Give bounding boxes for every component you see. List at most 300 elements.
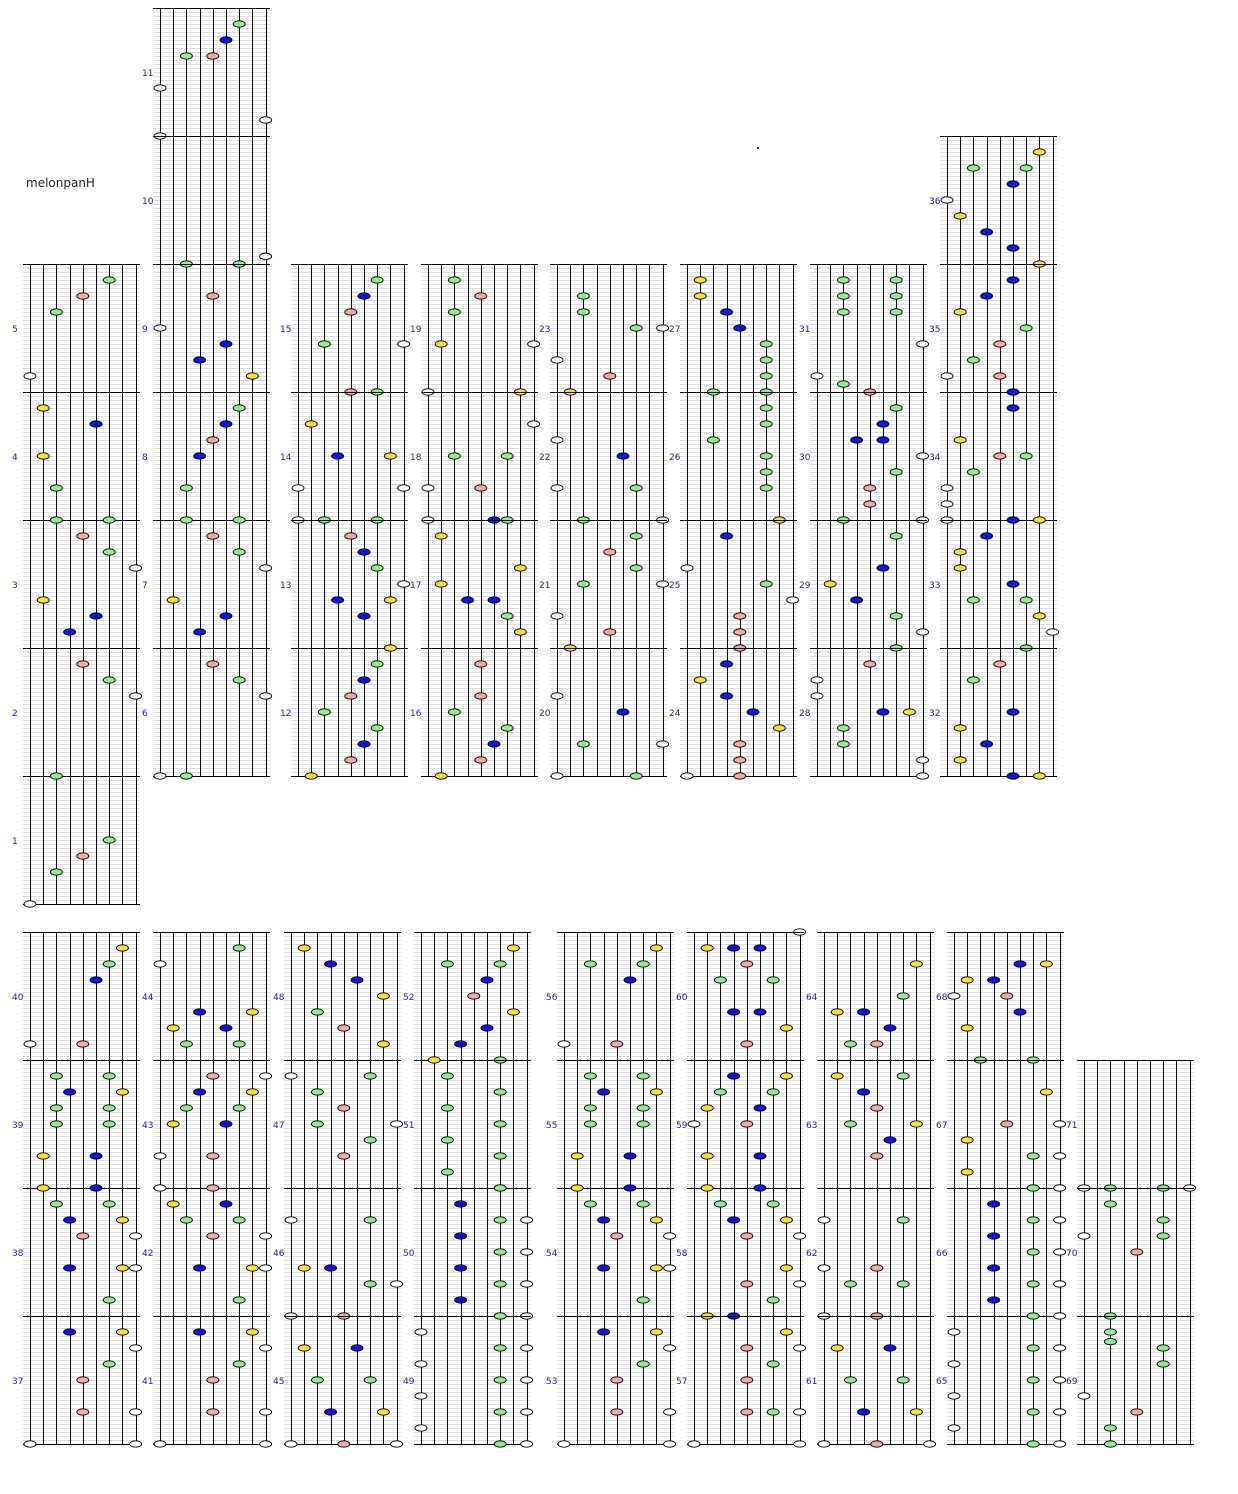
note-green [180, 517, 192, 523]
note-blue [220, 1201, 232, 1207]
note-yellow [831, 1073, 843, 1079]
note-white [664, 1409, 676, 1415]
note-green [103, 1073, 115, 1079]
note-pink [77, 1233, 89, 1239]
note-green [890, 469, 902, 475]
note-yellow [298, 1265, 310, 1271]
note-green [890, 277, 902, 283]
note-blue [728, 1073, 740, 1079]
note-green [318, 341, 330, 347]
note-yellow [384, 645, 396, 651]
note-white [154, 773, 166, 779]
note-green [1157, 1345, 1169, 1351]
note-blue [64, 1265, 76, 1271]
note-white [551, 693, 563, 699]
bar-number: 69 [1066, 1377, 1078, 1387]
note-blue [90, 1153, 102, 1159]
bar-number: 30 [799, 453, 811, 463]
note-green [233, 1361, 245, 1367]
note-white [811, 677, 823, 683]
bar-number: 16 [410, 709, 422, 719]
note-pink [864, 501, 876, 507]
note-green [364, 1137, 376, 1143]
note-green [1020, 325, 1032, 331]
note-green [1020, 165, 1032, 171]
note-pink [345, 693, 357, 699]
note-blue [358, 549, 370, 555]
note-green [233, 1297, 245, 1303]
bar-number: 45 [273, 1377, 285, 1387]
note-pink [864, 485, 876, 491]
note-pink [207, 1409, 219, 1415]
note-yellow [514, 629, 526, 635]
note-yellow [650, 945, 662, 951]
bar-number: 48 [273, 993, 285, 1003]
note-blue [325, 1409, 337, 1415]
note-yellow [780, 1265, 792, 1271]
note-blue [624, 1185, 636, 1191]
note-green [103, 961, 115, 967]
note-pink [207, 661, 219, 667]
note-green [967, 677, 979, 683]
note-green [50, 1121, 62, 1127]
note-white [130, 1441, 142, 1447]
note-white [664, 1233, 676, 1239]
note-yellow [435, 533, 447, 539]
bar-number: 2 [12, 709, 18, 719]
note-blue [981, 293, 993, 299]
note-blue [884, 1345, 896, 1351]
note-yellow [1033, 773, 1045, 779]
note-pink [611, 1377, 623, 1383]
note-white [688, 1441, 700, 1447]
note-pink [207, 53, 219, 59]
note-yellow [298, 1345, 310, 1351]
note-green [714, 1089, 726, 1095]
note-blue [358, 293, 370, 299]
note-blue [462, 597, 474, 603]
note-pink [345, 309, 357, 315]
note-white [415, 1329, 427, 1335]
note-green [371, 565, 383, 571]
note-white [521, 1441, 533, 1447]
note-yellow [571, 1153, 583, 1159]
note-green [1027, 1377, 1039, 1383]
note-blue [64, 629, 76, 635]
note-white [1054, 1377, 1066, 1383]
note-yellow [167, 1121, 179, 1127]
note-white [24, 901, 36, 907]
note-pink [207, 1377, 219, 1383]
note-white [415, 1361, 427, 1367]
note-white [154, 325, 166, 331]
note-green [50, 309, 62, 315]
note-white [948, 1329, 960, 1335]
bar-number: 36 [929, 197, 941, 207]
note-green [577, 741, 589, 747]
note-blue [851, 597, 863, 603]
note-white [285, 1441, 297, 1447]
note-white [1054, 1121, 1066, 1127]
note-green [760, 373, 772, 379]
note-blue [90, 613, 102, 619]
note-green [501, 613, 513, 619]
note-green [967, 597, 979, 603]
note-pink [77, 1041, 89, 1047]
note-blue [325, 1265, 337, 1271]
note-green [844, 1377, 856, 1383]
note-blue [220, 613, 232, 619]
note-green [494, 1217, 506, 1223]
note-pink [741, 1041, 753, 1047]
note-pink [77, 853, 89, 859]
note-white [657, 581, 669, 587]
note-green [844, 1281, 856, 1287]
note-pink [207, 1233, 219, 1239]
note-white [521, 1281, 533, 1287]
bar-number: 9 [142, 325, 148, 335]
note-white [811, 373, 823, 379]
note-blue [194, 1329, 206, 1335]
note-pink [468, 993, 480, 999]
note-white [260, 1073, 272, 1079]
note-white [688, 1121, 700, 1127]
note-yellow [954, 549, 966, 555]
note-yellow [246, 1089, 258, 1095]
note-pink [994, 373, 1006, 379]
note-blue [988, 1297, 1000, 1303]
bar-number: 24 [669, 709, 681, 719]
bar-number: 15 [280, 325, 292, 335]
note-pink [338, 1441, 350, 1447]
note-yellow [1040, 961, 1052, 967]
note-white [948, 993, 960, 999]
note-pink [338, 1025, 350, 1031]
note-blue [220, 421, 232, 427]
note-pink [1131, 1249, 1143, 1255]
note-white [154, 961, 166, 967]
note-green [890, 533, 902, 539]
note-white [818, 1217, 830, 1223]
note-green [1027, 1441, 1039, 1447]
note-pink [475, 293, 487, 299]
note-white [521, 1377, 533, 1383]
bar-number: 31 [799, 325, 811, 335]
bar-number: 62 [806, 1249, 818, 1259]
note-green [1027, 1217, 1039, 1223]
note-green [50, 1105, 62, 1111]
note-green [311, 1121, 323, 1127]
note-yellow [298, 945, 310, 951]
note-white [391, 1281, 403, 1287]
note-pink [207, 1185, 219, 1191]
note-blue [721, 661, 733, 667]
note-pink [871, 1441, 883, 1447]
note-white [1078, 1393, 1090, 1399]
note-yellow [650, 1217, 662, 1223]
note-green [501, 453, 513, 459]
note-blue [1007, 517, 1019, 523]
note-white [154, 1185, 166, 1191]
note-blue [981, 533, 993, 539]
note-green [50, 485, 62, 491]
note-green [233, 517, 245, 523]
bar-number: 44 [142, 993, 154, 1003]
bar-number: 21 [539, 581, 551, 591]
note-white [657, 325, 669, 331]
note-green [494, 1185, 506, 1191]
note-green [584, 1073, 596, 1079]
note-white [1054, 1345, 1066, 1351]
note-green [1157, 1217, 1169, 1223]
note-green [494, 1281, 506, 1287]
note-green [233, 1105, 245, 1111]
note-white [1054, 1185, 1066, 1191]
bar-number: 58 [676, 1249, 688, 1259]
note-blue [194, 453, 206, 459]
note-pink [77, 661, 89, 667]
note-pink [734, 741, 746, 747]
bar-number: 57 [676, 1377, 688, 1387]
note-green [364, 1281, 376, 1287]
note-green [501, 725, 513, 731]
bar-number: 56 [546, 993, 558, 1003]
note-yellow [910, 961, 922, 967]
bar-number: 17 [410, 581, 422, 591]
note-green [371, 277, 383, 283]
note-white [398, 341, 410, 347]
note-yellow [246, 1009, 258, 1015]
note-green [837, 381, 849, 387]
note-blue [988, 1265, 1000, 1271]
note-white [528, 421, 540, 427]
note-blue [90, 1185, 102, 1191]
note-green [371, 725, 383, 731]
note-green [1157, 1361, 1169, 1367]
note-pink [604, 629, 616, 635]
note-green [1027, 1313, 1039, 1319]
note-yellow [910, 1409, 922, 1415]
note-yellow [954, 309, 966, 315]
note-green [233, 405, 245, 411]
note-white [551, 357, 563, 363]
note-yellow [694, 293, 706, 299]
note-white [794, 1441, 806, 1447]
note-white [551, 773, 563, 779]
note-white [558, 1041, 570, 1047]
note-pink [994, 661, 1006, 667]
note-green [707, 437, 719, 443]
note-yellow [831, 1345, 843, 1351]
note-yellow [954, 437, 966, 443]
note-blue [351, 977, 363, 983]
note-yellow [428, 1057, 440, 1063]
note-pink [1001, 1121, 1013, 1127]
note-pink [741, 1233, 753, 1239]
note-green [837, 741, 849, 747]
note-white [391, 1441, 403, 1447]
note-green [448, 453, 460, 459]
note-yellow [694, 277, 706, 283]
note-green [1104, 1201, 1116, 1207]
note-blue [747, 709, 759, 715]
note-white [551, 485, 563, 491]
bar-number: 29 [799, 581, 811, 591]
note-pink [741, 1377, 753, 1383]
note-blue [598, 1217, 610, 1223]
note-green [890, 613, 902, 619]
note-white [794, 1233, 806, 1239]
note-pink [741, 1121, 753, 1127]
note-yellow [167, 597, 179, 603]
note-pink [741, 961, 753, 967]
note-white [521, 1345, 533, 1351]
note-green [897, 1073, 909, 1079]
note-yellow [116, 945, 128, 951]
note-yellow [116, 1265, 128, 1271]
note-white [521, 1409, 533, 1415]
bar-number: 32 [929, 709, 941, 719]
note-blue [754, 1009, 766, 1015]
note-green [584, 1121, 596, 1127]
note-white [24, 1441, 36, 1447]
note-white [154, 1441, 166, 1447]
note-yellow [780, 1025, 792, 1031]
note-yellow [571, 1185, 583, 1191]
bar-number: 47 [273, 1121, 285, 1131]
note-white [391, 1121, 403, 1127]
note-green [630, 325, 642, 331]
note-blue [988, 977, 1000, 983]
note-white [558, 1441, 570, 1447]
note-green [180, 1217, 192, 1223]
bar-number: 13 [280, 581, 292, 591]
note-green [844, 1121, 856, 1127]
bar-number: 1 [12, 837, 18, 847]
note-blue [988, 1201, 1000, 1207]
note-green [103, 517, 115, 523]
note-white [1078, 1233, 1090, 1239]
note-white [130, 1409, 142, 1415]
note-green [897, 1281, 909, 1287]
note-blue [481, 1025, 493, 1031]
note-yellow [507, 945, 519, 951]
note-yellow [305, 421, 317, 427]
note-pink [338, 1153, 350, 1159]
note-yellow [305, 773, 317, 779]
note-white [664, 1441, 676, 1447]
note-green [180, 1105, 192, 1111]
note-green [760, 341, 772, 347]
bar-number: 43 [142, 1121, 154, 1131]
note-pink [77, 1409, 89, 1415]
note-green [50, 869, 62, 875]
note-green [767, 1361, 779, 1367]
note-green [494, 1089, 506, 1095]
note-yellow [780, 1217, 792, 1223]
note-white [551, 437, 563, 443]
note-white [664, 1345, 676, 1351]
note-blue [194, 1265, 206, 1271]
bar-number: 65 [936, 1377, 948, 1387]
note-white [130, 1265, 142, 1271]
note-green [364, 1377, 376, 1383]
note-white [260, 693, 272, 699]
note-white [24, 1041, 36, 1047]
note-green [637, 1073, 649, 1079]
note-blue [1007, 773, 1019, 779]
bar-number: 66 [936, 1249, 948, 1259]
note-green [637, 1297, 649, 1303]
note-green [760, 421, 772, 427]
note-white [415, 1393, 427, 1399]
note-green [103, 1361, 115, 1367]
note-green [767, 1409, 779, 1415]
note-blue [1007, 709, 1019, 715]
note-green [494, 1409, 506, 1415]
note-white [924, 1441, 936, 1447]
note-white [1054, 1153, 1066, 1159]
note-white [285, 1073, 297, 1079]
note-yellow [650, 1089, 662, 1095]
note-pink [345, 533, 357, 539]
note-green [837, 277, 849, 283]
note-green [311, 1009, 323, 1015]
note-white [948, 1393, 960, 1399]
note-white [24, 373, 36, 379]
note-blue [194, 1009, 206, 1015]
note-green [630, 773, 642, 779]
note-white [260, 565, 272, 571]
note-yellow [780, 1073, 792, 1079]
note-yellow [37, 597, 49, 603]
note-white [521, 1217, 533, 1223]
note-yellow [780, 1329, 792, 1335]
note-green [233, 21, 245, 27]
note-blue [754, 1105, 766, 1111]
note-white [1047, 629, 1059, 635]
note-yellow [701, 1185, 713, 1191]
note-green [1020, 597, 1032, 603]
note-blue [858, 1009, 870, 1015]
note-pink [741, 1281, 753, 1287]
note-white [1054, 1313, 1066, 1319]
note-blue [332, 453, 344, 459]
note-green [1027, 1185, 1039, 1191]
note-pink [77, 1377, 89, 1383]
note-yellow [246, 373, 258, 379]
note-green [837, 725, 849, 731]
bar-number: 22 [539, 453, 551, 463]
note-green [637, 1361, 649, 1367]
note-white [941, 373, 953, 379]
note-green [584, 1105, 596, 1111]
bar-number: 20 [539, 709, 551, 719]
note-white [528, 341, 540, 347]
note-green [494, 1345, 506, 1351]
bar-number: 38 [12, 1249, 24, 1259]
note-pink [345, 757, 357, 763]
note-white [260, 1409, 272, 1415]
note-white [422, 485, 434, 491]
note-pink [734, 773, 746, 779]
note-blue [728, 945, 740, 951]
note-green [103, 677, 115, 683]
note-blue [1007, 277, 1019, 283]
bar-number: 10 [142, 197, 154, 207]
note-white [292, 485, 304, 491]
note-blue [617, 709, 629, 715]
